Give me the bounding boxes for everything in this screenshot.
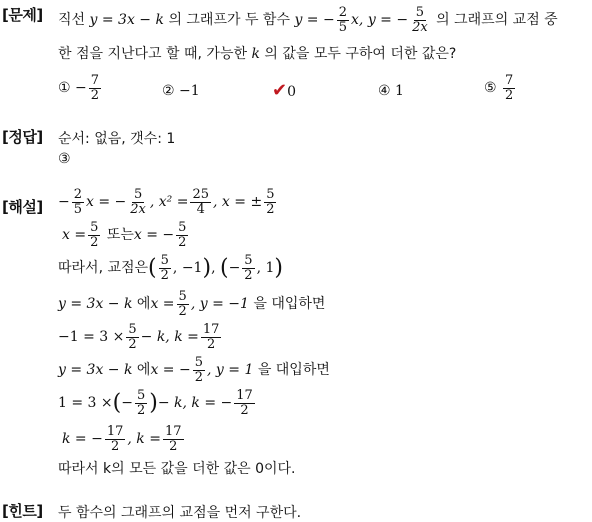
choice-5[interactable]: ⑤ $\frac{7}{2}$	[484, 73, 514, 103]
check-mark-icon: ✔	[272, 80, 288, 101]
solution-step-3: 따라서, 교점은( $\frac{5}{2}$ , −1), (− $\frac{5}{2}$ , 1)	[58, 253, 283, 283]
fraction: $\frac{7}{2}$	[90, 73, 100, 103]
solution-step-4: y = 3x − k 에x = $\frac{5}{2}$ , y = −1 을 대입하면	[58, 289, 326, 319]
problem-label: [문제]	[2, 6, 43, 24]
hint-text: 두 함수의 그래프의 교점을 먼저 구한다.	[58, 505, 302, 521]
problem-line-2: 한 점을 지난다고 할 때, 가능한 k 의 값을 모두 구하여 더한 값은?	[58, 46, 457, 62]
hint-label: [힌트]	[2, 502, 43, 520]
answer-label: [정답]	[2, 128, 43, 146]
problem-line-1: 직선 y = 3x − k 의 그래프가 두 함수 y = − $\frac{2}{5}$ x, y = − $\frac{5}{2x}$ 의 그래프의 교점 중	[58, 5, 558, 35]
solution-step-5: −1 = 3 × $\frac{5}{2}$ − k, k = $\frac{17}{2}$	[58, 322, 220, 352]
choice-1[interactable]: ① − $\frac{7}{2}$	[58, 73, 100, 103]
fraction: $\frac{2}{5}$	[338, 5, 347, 35]
solution-step-1: − $\frac{2}{5}$ x = − $\frac{5}{2x}$ , x² = $\frac{25}{4}$ , x = ± $\frac{5}{2}$	[58, 187, 275, 217]
fraction: $\frac{7}{2}$	[505, 73, 514, 103]
choice-3[interactable]: ✔0	[272, 80, 297, 101]
choice-4[interactable]: ④ 1	[378, 83, 404, 99]
solution-step-7: 1 = 3 ×(− $\frac{5}{2}$ )− k, k = − $\frac{17}{2}$	[58, 388, 253, 418]
answer-summary: 순서: 없음, 갯수: 1	[58, 131, 176, 147]
choice-2[interactable]: ② −1	[162, 83, 200, 99]
answer-choice: ③	[58, 151, 71, 167]
solution-conclusion: 따라서 k의 모든 값을 더한 값은 0이다.	[58, 461, 296, 477]
solution-step-2: x = $\frac{5}{2}$ 또는x = − $\frac{5}{2}$	[62, 220, 187, 250]
solution-step-8: k = − $\frac{17}{2}$ , k = $\frac{17}{2}$	[62, 424, 182, 454]
explanation-label: [해설]	[2, 198, 43, 216]
fraction: $\frac{5}{2x}$	[412, 5, 428, 35]
solution-step-6: y = 3x − k 에x = − $\frac{5}{2}$ , y = 1 을 대입하면	[58, 355, 330, 385]
